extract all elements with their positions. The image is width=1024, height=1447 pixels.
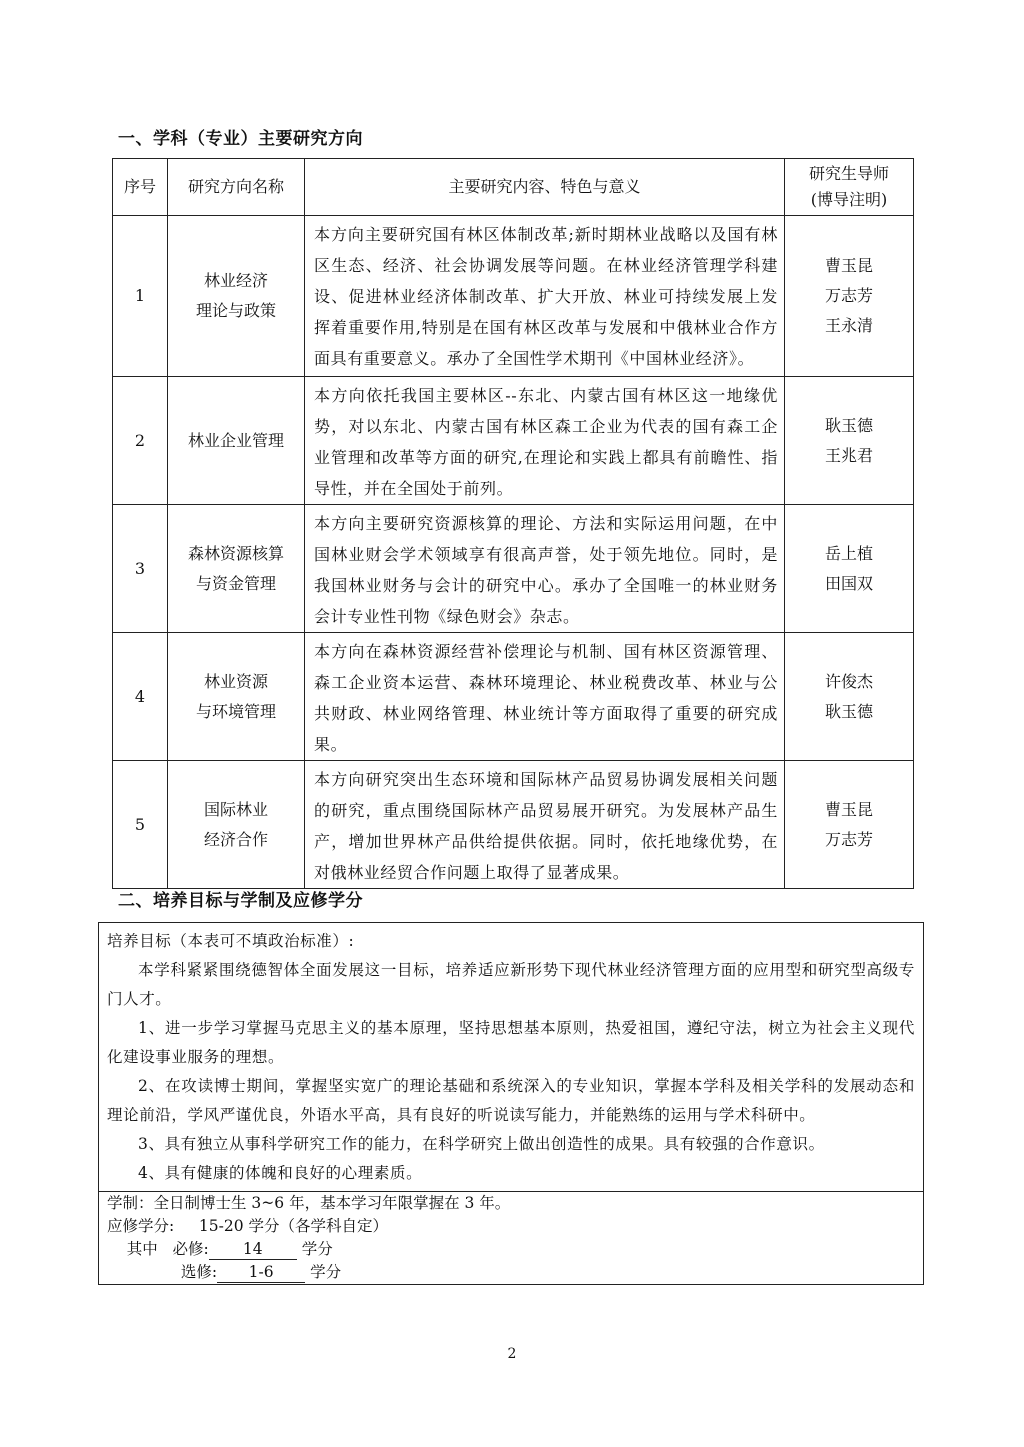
research-directions-table [112,158,914,889]
training-goals-box [98,922,924,1192]
elective-credits-line [107,1261,915,1284]
header-direction-name: 研究方向名称 [168,159,305,216]
header-content: 主要研究内容、特色与意义 [305,159,785,216]
row-content: 本方向研究突出生态环境和国际林产品贸易协调发展相关问题的研究，重点围绕国际林产品贸易展开研究。为发展林产品生产，增加世界林产品供给提供依据。同时，依托地缘优势，在对俄林业经贸合作问题上取得了显著成果。 [305,761,785,889]
section-2-title: 二、培养目标与学制及应修学分 [118,891,363,911]
row-advisors: 许俊杰 耿玉德 [785,633,914,761]
goals-paragraph: 1、进一步学习掌握马克思主义的基本原理，坚持思想基本原则，热爱祖国，遵纪守法，树立为社会主义现代化建设事业服务的理想。 [107,1019,915,1066]
row-advisors: 岳上植 田国双 [785,505,914,633]
row-direction-name: 国际林业 经济合作 [168,761,305,889]
required-credits-value: 15-20 学分（各学科自定） [198,1217,388,1235]
row-no: 3 [113,505,168,633]
table-row [113,505,914,633]
elective-credits-value: 1-6 [217,1262,305,1283]
row-content: 本方向在森林资源经营补偿理论与机制、国有林区资源管理、森工企业资本运营、森林环境理论、林业税费改革、林业与公共财政、林业网络管理、林业统计等方面取得了重要的研究成果。 [305,633,785,761]
goals-paragraph: 2、在攻读博士期间，掌握坚实宽广的理论基础和系统深入的专业知识，掌握本学科及相关学科的发展动态和理论前沿，学风严谨优良，外语水平高，具有良好的听说读写能力，并能熟练的运用与学术科研中。 [107,1077,915,1124]
compulsory-label: 必修: [172,1240,209,1258]
header-advisors: 研究生导师 (博导注明) [785,159,914,216]
goals-paragraph: 本学科紧紧围绕德智体全面发展这一目标，培养适应新形势下现代林业经济管理方面的应用型和研究型高级专门人才。 [107,961,915,1008]
row-no: 2 [113,377,168,505]
compulsory-credits-value: 14 [209,1239,297,1260]
row-no: 1 [113,216,168,377]
table-row [113,377,914,505]
section-1-title: 一、学科（专业）主要研究方向 [118,129,363,149]
table-row [113,216,914,377]
table-row [113,761,914,889]
row-content: 本方向主要研究国有林区体制改革;新时期林业战略以及国有林区生态、经济、社会协调发展等问题。在林业经济管理学科建设、促进林业经济体制改革、扩大开放、林业可持续发展上发挥着重要作用,特别是在国有林区改革与发展和中俄林业合作方面具有重要意义。承办了全国性学术期刊《中国林业经济》。 [305,216,785,377]
table-header-row [113,159,914,216]
among-label: 其中 [126,1240,158,1258]
row-content: 本方向依托我国主要林区--东北、内蒙古国有林区这一地缘优势，对以东北、内蒙古国有林区森工企业为代表的国有森工企业管理和改革等方面的研究,在理论和实践上都具有前瞻性、指导性，并在全国处于前列。 [305,377,785,505]
required-credits-line [107,1215,915,1238]
duration-credits-box [98,1191,924,1285]
row-no: 5 [113,761,168,889]
row-direction-name: 林业资源 与环境管理 [168,633,305,761]
compulsory-unit: 学分 [301,1240,333,1258]
row-no: 4 [113,633,168,761]
goals-paragraph: 4、具有健康的体魄和良好的心理素质。 [138,1164,423,1182]
elective-label: 选修: [180,1263,218,1281]
row-direction-name: 森林资源核算 与资金管理 [168,505,305,633]
row-advisors: 耿玉德 王兆君 [785,377,914,505]
table-row [113,633,914,761]
row-direction-name: 林业经济 理论与政策 [168,216,305,377]
row-content: 本方向主要研究资源核算的理论、方法和实际运用问题，在中国林业财会学术领域享有很高声誉，处于领先地位。同时，是我国林业财务与会计的研究中心。承办了全国唯一的林业财务会计专业性刊物《绿色财会》杂志。 [305,505,785,633]
goals-heading: 培养目标（本表可不填政治标准）: [107,932,355,950]
row-advisors: 曹玉昆 万志芳 [785,761,914,889]
goals-paragraph: 3、具有独立从事科学研究工作的能力，在科学研究上做出创造性的成果。具有较强的合作意识。 [138,1135,825,1153]
row-advisors: 曹玉昆 万志芳 王永清 [785,216,914,377]
duration-line: 学制：全日制博士生 3~6 年，基本学习年限掌握在 3 年。 [107,1194,511,1212]
compulsory-credits-line [107,1238,915,1261]
header-no: 序号 [113,159,168,216]
row-direction-name: 林业企业管理 [168,377,305,505]
elective-unit: 学分 [310,1263,342,1281]
page-number: 2 [507,1346,517,1362]
required-credits-label: 应修学分: [107,1217,175,1235]
